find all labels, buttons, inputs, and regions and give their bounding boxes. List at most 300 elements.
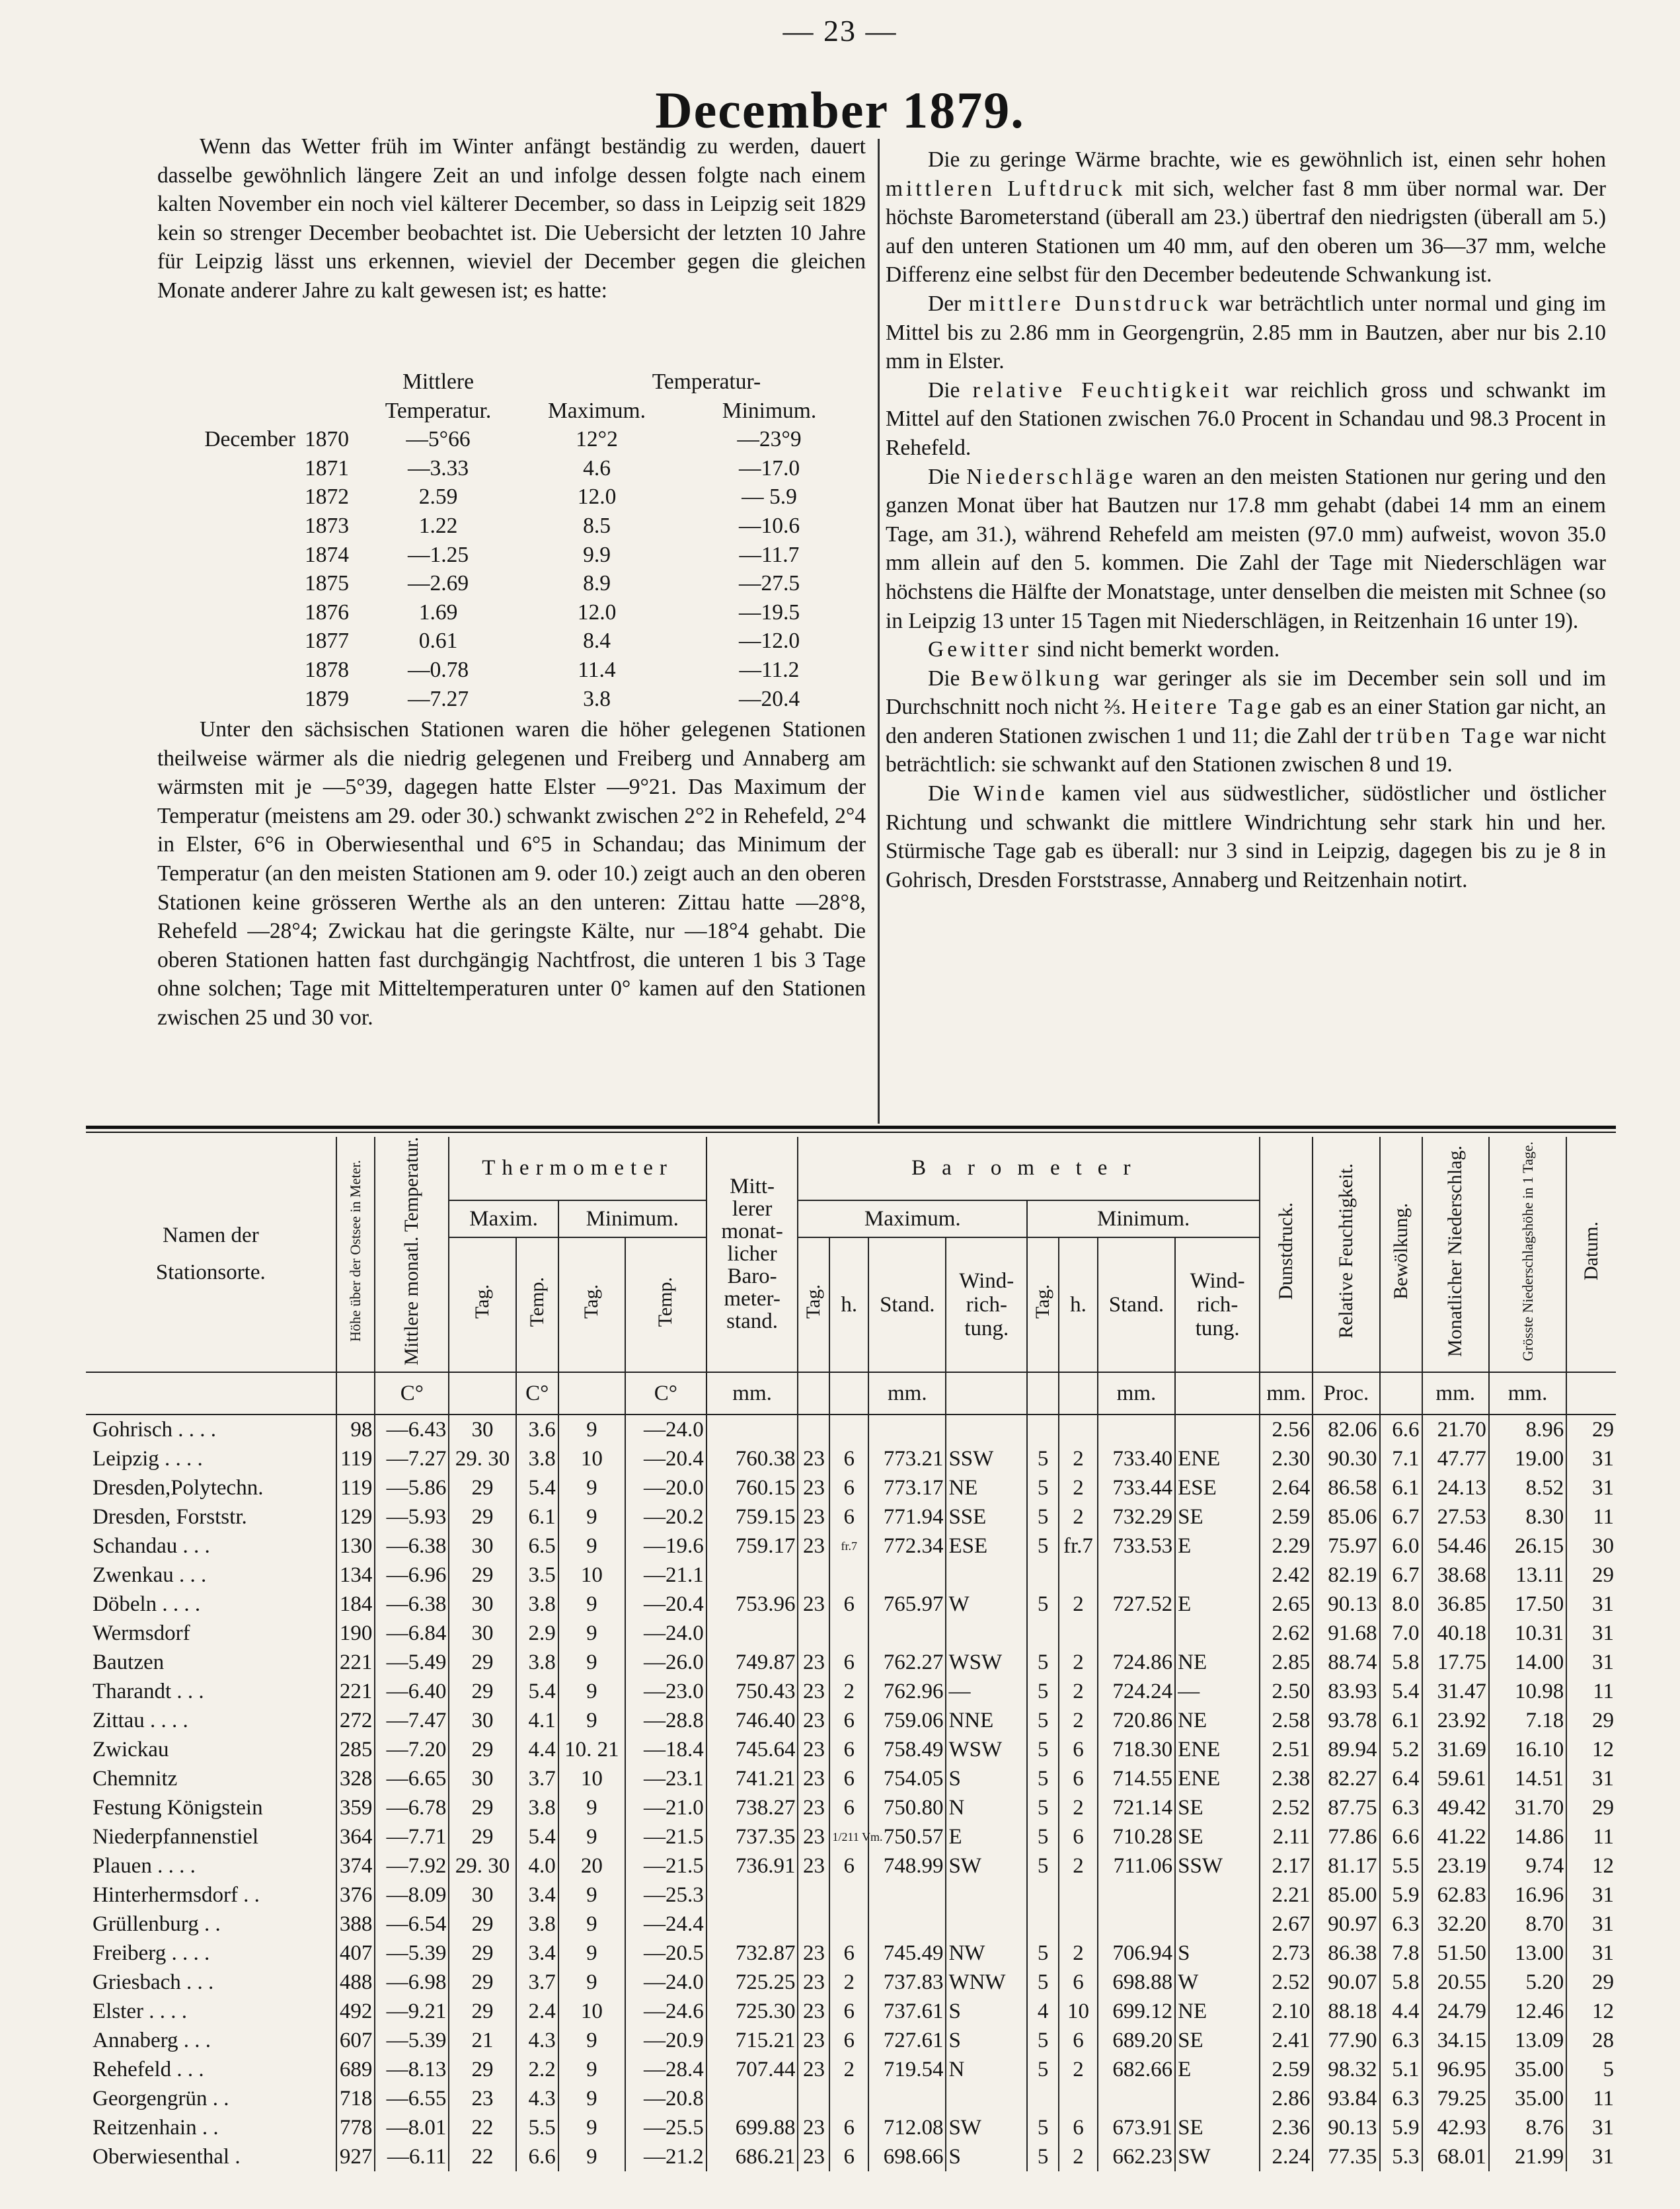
min-day: 10 xyxy=(558,1997,625,2026)
bmin-stand: 706.94 xyxy=(1098,1939,1175,1968)
min-day: 9 xyxy=(558,1968,625,1997)
max-temp: 3.7 xyxy=(516,1764,558,1793)
bmax-day: 23 xyxy=(798,1968,829,1997)
decade-year: 1876 xyxy=(305,600,349,625)
bewoelkung: 5.9 xyxy=(1380,1880,1422,1910)
datum: 11 xyxy=(1566,1822,1616,1851)
header-maxim: Maxim. xyxy=(449,1200,558,1238)
decade-year: 1877 xyxy=(305,629,349,654)
datum: 30 xyxy=(1566,1531,1616,1561)
mean-baro: 760.15 xyxy=(706,1473,798,1502)
bewoelkung: 6.3 xyxy=(1380,2084,1422,2113)
station-name: Zwickau xyxy=(93,1737,169,1762)
max-temp: 3.4 xyxy=(516,1939,558,1968)
bmax-stand: 765.97 xyxy=(868,1590,946,1619)
decade-year: 1875 xyxy=(305,571,349,596)
decade-year: 1873 xyxy=(305,513,349,538)
bmax-wind: WNW xyxy=(946,1968,1027,1997)
mean-baro xyxy=(706,1910,798,1939)
max-day: 30 xyxy=(449,1415,515,1444)
bmax-stand xyxy=(868,2084,946,2113)
max-temp: 3.8 xyxy=(516,1648,558,1677)
feuchtigkeit: 85.00 xyxy=(1313,1880,1379,1910)
bmax-day: 23 xyxy=(798,2026,829,2055)
mean-baro: 746.40 xyxy=(706,1706,798,1735)
table-row xyxy=(86,2084,1616,2113)
stations-paragraph: Unter den sächsischen Stationen waren die höher gelegenen Stationen theilweise wärmer als die niedrig gelegenen und Freiberg und Annaberg am wärmsten mit je —5°39, dagegen hatte Elster —9°21. Das Maximum der Temperatur (meistens am 29. oder 30.) schwankt zwischen 2°2 in Rehefeld, 2°4 in Elster, 6°6 in Oberwiesenthal und 6°5 in Schandau; das Minimum der Temperatur (an den meisten Stationen am 9. oder 10.) zeigt auch an den oberen Stationen keine grösseren Werthe als an den unteren: Zittau hatte —28°8, Rehefeld —28°4; Zwickau hat die geringste Kälte, nur —18°4 gehabt. Die oberen Stationen hatten fast durchgängig Nachtfrost, die unteren 1 bis 3 Tage ohne solchen; Tage mit Mitteltemperaturen unter 0° kamen auf den Stationen zwischen 25 und 30 vor. xyxy=(157,717,866,1030)
dunstdruck: 2.59 xyxy=(1260,1502,1313,1531)
feuchtigkeit: 85.06 xyxy=(1313,1502,1379,1531)
groesste-hoehe: 8.70 xyxy=(1489,1910,1566,1939)
groesste-hoehe: 13.00 xyxy=(1489,1939,1566,1968)
max-day: 22 xyxy=(449,2142,515,2171)
dunstdruck: 2.50 xyxy=(1260,1677,1313,1706)
mean-baro: 737.35 xyxy=(706,1822,798,1851)
bewoelkung: 6.7 xyxy=(1380,1502,1422,1531)
height-value: 927 xyxy=(336,2142,375,2171)
feuchtigkeit: 75.97 xyxy=(1313,1531,1379,1561)
bmax-hour: 2 xyxy=(829,2055,868,2084)
decade-max: 4.6 xyxy=(583,455,611,481)
max-day: 30 xyxy=(449,1880,515,1910)
height-value: 119 xyxy=(336,1473,375,1502)
station-name: Oberwiesenthal . xyxy=(93,2144,241,2169)
mean-baro: 759.15 xyxy=(706,1502,798,1531)
bmin-stand: 689.20 xyxy=(1098,2026,1175,2055)
gewitter-paragraph: Gewitter sind nicht bemerkt worden. xyxy=(928,637,1280,662)
decade-min: —12.0 xyxy=(738,629,800,654)
feuchtigkeit: 90.13 xyxy=(1313,2113,1379,2142)
bmin-hour xyxy=(1059,1619,1098,1648)
bmax-hour xyxy=(829,1880,868,1910)
feuchtigkeit: 77.35 xyxy=(1313,2142,1379,2171)
datum: 11 xyxy=(1566,2084,1616,2113)
unit-nieder: mm. xyxy=(1422,1372,1489,1415)
decade-mean: 2.59 xyxy=(418,484,458,510)
bmin-wind: ENE xyxy=(1175,1764,1260,1793)
feuchtigkeit: 91.68 xyxy=(1313,1619,1379,1648)
bmax-wind: NE xyxy=(946,1473,1027,1502)
bmax-hour: 6 xyxy=(829,2113,868,2142)
bmin-stand: 733.40 xyxy=(1098,1444,1175,1473)
bmin-day xyxy=(1027,1619,1059,1648)
bmax-day: 23 xyxy=(798,1793,829,1822)
unit-bmin: mm. xyxy=(1098,1372,1175,1415)
page-number: — 23 — xyxy=(783,14,897,48)
bmax-stand: 773.17 xyxy=(868,1473,946,1502)
table-row xyxy=(86,1619,1616,1648)
bmin-hour: 2 xyxy=(1059,1444,1098,1473)
bmin-day: 5 xyxy=(1027,2026,1059,2055)
bewoelkung: 7.0 xyxy=(1380,1619,1422,1648)
table-row xyxy=(86,1851,1616,1880)
height-value: 364 xyxy=(336,1822,375,1851)
table-row xyxy=(86,1793,1616,1822)
bmin-wind: E xyxy=(1175,2055,1260,2084)
min-day: 9 xyxy=(558,1706,625,1735)
min-temp: —24.6 xyxy=(625,1997,706,2026)
height-value: 119 xyxy=(336,1444,375,1473)
mean-baro: 725.30 xyxy=(706,1997,798,2026)
mean-temp-value: —6.11 xyxy=(375,2142,449,2171)
mean-baro: 725.25 xyxy=(706,1968,798,1997)
niederschlag: 40.18 xyxy=(1422,1619,1489,1648)
groesste-hoehe: 14.86 xyxy=(1489,1822,1566,1851)
header-bmin-h: h. xyxy=(1059,1237,1098,1372)
decade-min: —20.4 xyxy=(738,686,800,711)
bewoelkung-paragraph: Die Bewölkung war geringer als sie im December sein soll und im Durchschnitt noch nicht ⅔. Heitere Tage gab es an einer Station gar nicht, an den anderen Stationen zwischen 1 und 11; die Zahl der trüben Tage war nicht beträchtlich: sie schwankt auf den Stationen zwischen 8 und 19. xyxy=(886,666,1606,777)
station-name: Niederpfannenstiel xyxy=(93,1824,259,1849)
bmin-hour: 2 xyxy=(1059,1939,1098,1968)
min-temp: —23.1 xyxy=(625,1764,706,1793)
bmax-day: 23 xyxy=(798,1502,829,1531)
decade-max: 3.8 xyxy=(583,686,611,711)
mean-baro: 707.44 xyxy=(706,2055,798,2084)
dunstdruck: 2.52 xyxy=(1260,1968,1313,1997)
bmax-wind: NNE xyxy=(946,1706,1027,1735)
header-niederschlag: Monatlicher Niederschlag. xyxy=(1422,1137,1489,1372)
bmax-stand: 748.99 xyxy=(868,1851,946,1880)
bmax-wind: SW xyxy=(946,1851,1027,1880)
max-day: 29. 30 xyxy=(449,1851,515,1880)
bmax-wind: S xyxy=(946,1997,1027,2026)
mean-temp-value: —7.47 xyxy=(375,1706,449,1735)
bewoelkung: 6.1 xyxy=(1380,1473,1422,1502)
bmin-stand: 710.28 xyxy=(1098,1822,1175,1851)
bmax-stand xyxy=(868,1619,946,1648)
bmin-hour xyxy=(1059,1561,1098,1590)
bmax-hour: 6 xyxy=(829,1793,868,1822)
unit-max-temp: C° xyxy=(516,1372,558,1415)
bmin-day: 5 xyxy=(1027,1735,1059,1764)
station-name: Freiberg . . . . xyxy=(93,1941,210,1965)
mean-baro: 686.21 xyxy=(706,2142,798,2171)
table-top-rule xyxy=(86,1126,1616,1129)
bmin-wind: NE xyxy=(1175,1706,1260,1735)
min-day: 9 xyxy=(558,1502,625,1531)
datum: 11 xyxy=(1566,1502,1616,1531)
groesste-hoehe: 7.18 xyxy=(1489,1706,1566,1735)
dunstdruck: 2.64 xyxy=(1260,1473,1313,1502)
bmax-wind xyxy=(946,1910,1027,1939)
min-temp: —20.9 xyxy=(625,2026,706,2055)
max-temp: 3.8 xyxy=(516,1910,558,1939)
decade-max: 8.4 xyxy=(583,629,611,654)
bmin-stand: 718.30 xyxy=(1098,1735,1175,1764)
datum: 31 xyxy=(1566,1648,1616,1677)
table-row xyxy=(86,1968,1616,1997)
bmax-day: 23 xyxy=(798,1590,829,1619)
decade-year: 1879 xyxy=(305,686,349,711)
bmin-stand: 714.55 xyxy=(1098,1764,1175,1793)
bmin-wind: E xyxy=(1175,1531,1260,1561)
bmax-stand: 727.61 xyxy=(868,2026,946,2055)
bmax-hour xyxy=(829,1561,868,1590)
header-bewoelkung: Bewölkung. xyxy=(1380,1137,1422,1372)
mean-head-2: Temperatur. xyxy=(385,398,492,423)
mean-temp-value: —6.38 xyxy=(375,1590,449,1619)
right-column-text xyxy=(886,145,1606,894)
feuchtigkeit: 89.94 xyxy=(1313,1735,1379,1764)
bmin-day: 5 xyxy=(1027,1764,1059,1793)
feuchtigkeit: 86.38 xyxy=(1313,1939,1379,1968)
min-day: 9 xyxy=(558,2055,625,2084)
groesste-hoehe: 5.20 xyxy=(1489,1968,1566,1997)
bmin-day: 5 xyxy=(1027,1851,1059,1880)
max-day: 29 xyxy=(449,1910,515,1939)
station-name: Leipzig . . . . xyxy=(93,1446,203,1471)
datum: 29 xyxy=(1566,1415,1616,1444)
datum: 31 xyxy=(1566,1764,1616,1793)
bewoelkung: 6.6 xyxy=(1380,1415,1422,1444)
mean-baro: 750.43 xyxy=(706,1677,798,1706)
station-name: Dresden, Forststr. xyxy=(93,1504,247,1529)
station-name: Griesbach . . . xyxy=(93,1970,214,1994)
mean-baro: 745.64 xyxy=(706,1735,798,1764)
station-name: Döbeln . . . . xyxy=(93,1592,201,1616)
mean-baro xyxy=(706,2084,798,2113)
bmax-stand: 750.80 xyxy=(868,1793,946,1822)
niederschlag: 59.61 xyxy=(1422,1764,1489,1793)
max-temp: 2.4 xyxy=(516,1997,558,2026)
bewoelkung: 5.1 xyxy=(1380,2055,1422,2084)
min-temp: —24.0 xyxy=(625,1968,706,1997)
bmax-stand: 762.96 xyxy=(868,1677,946,1706)
min-temp: —21.0 xyxy=(625,1793,706,1822)
groesste-hoehe: 26.15 xyxy=(1489,1531,1566,1561)
mean-baro: 736.91 xyxy=(706,1851,798,1880)
bmin-stand xyxy=(1098,1880,1175,1910)
bmin-hour: 2 xyxy=(1059,1706,1098,1735)
decade-row xyxy=(157,598,866,627)
bmin-hour: 2 xyxy=(1059,2055,1098,2084)
table-row xyxy=(86,1939,1616,1968)
bmax-wind: WSW xyxy=(946,1735,1027,1764)
station-name: Annaberg . . . xyxy=(93,2028,211,2052)
bmax-day: 23 xyxy=(798,2055,829,2084)
height-value: 689 xyxy=(336,2055,375,2084)
bmax-hour: 6 xyxy=(829,1851,868,1880)
dunstdruck: 2.73 xyxy=(1260,1939,1313,1968)
bmax-stand: 737.83 xyxy=(868,1968,946,1997)
decade-row xyxy=(157,512,866,541)
mean-temp-value: —7.71 xyxy=(375,1822,449,1851)
bmin-stand: 724.86 xyxy=(1098,1648,1175,1677)
bmax-wind xyxy=(946,1561,1027,1590)
max-temp: 5.4 xyxy=(516,1473,558,1502)
mean-baro xyxy=(706,1880,798,1910)
bmin-stand xyxy=(1098,2084,1175,2113)
bmin-stand xyxy=(1098,1619,1175,1648)
bmax-day: 23 xyxy=(798,1444,829,1473)
station-data-table xyxy=(86,1137,1616,2171)
height-value: 190 xyxy=(336,1619,375,1648)
table-row xyxy=(86,1648,1616,1677)
table-row xyxy=(86,2142,1616,2171)
decade-min: —17.0 xyxy=(738,455,800,481)
feuchtigkeit: 90.13 xyxy=(1313,1590,1379,1619)
bmin-day: 4 xyxy=(1027,1997,1059,2026)
mean-temp-value: —7.20 xyxy=(375,1735,449,1764)
feuchtigkeit: 87.75 xyxy=(1313,1793,1379,1822)
table-row xyxy=(86,1502,1616,1531)
bewoelkung: 6.0 xyxy=(1380,1531,1422,1561)
niederschlag: 41.22 xyxy=(1422,1822,1489,1851)
bmax-hour: 6 xyxy=(829,2142,868,2171)
dunstdruck: 2.86 xyxy=(1260,2084,1313,2113)
groesste-hoehe: 16.96 xyxy=(1489,1880,1566,1910)
max-day: 30 xyxy=(449,1706,515,1735)
decade-max: 12°2 xyxy=(576,427,618,452)
mean-temp-value: —6.98 xyxy=(375,1968,449,1997)
bmin-wind: ENE xyxy=(1175,1444,1260,1473)
height-value: 778 xyxy=(336,2113,375,2142)
feuchtigkeit: 86.58 xyxy=(1313,1473,1379,1502)
max-day: 30 xyxy=(449,1590,515,1619)
max-temp: 3.4 xyxy=(516,1880,558,1910)
mean-baro: 699.88 xyxy=(706,2113,798,2142)
height-value: 98 xyxy=(336,1415,375,1444)
bewoelkung: 4.4 xyxy=(1380,1997,1422,2026)
dunstdruck: 2.62 xyxy=(1260,1619,1313,1648)
height-value: 184 xyxy=(336,1590,375,1619)
bmax-stand xyxy=(868,1561,946,1590)
min-day: 10 xyxy=(558,1764,625,1793)
dunstdruck: 2.52 xyxy=(1260,1793,1313,1822)
dunstdruck: 2.24 xyxy=(1260,2142,1313,2171)
height-value: 221 xyxy=(336,1648,375,1677)
niederschlag: 62.83 xyxy=(1422,1880,1489,1910)
min-day: 9 xyxy=(558,2084,625,2113)
max-temp: 6.6 xyxy=(516,2142,558,2171)
bmax-hour: 2 xyxy=(829,1677,868,1706)
mean-baro: 715.21 xyxy=(706,2026,798,2055)
header-bmax-tag: Tag. xyxy=(798,1237,829,1372)
station-name: Georgengrün . . xyxy=(93,2086,229,2111)
min-day: 9 xyxy=(558,1822,625,1851)
bewoelkung: 6.3 xyxy=(1380,1793,1422,1822)
bmax-stand: 719.54 xyxy=(868,2055,946,2084)
decade-row xyxy=(157,541,866,570)
bmax-wind: SSE xyxy=(946,1502,1027,1531)
dunstdruck: 2.30 xyxy=(1260,1444,1313,1473)
max-temp: 3.6 xyxy=(516,1415,558,1444)
bmax-hour: 1/211 Vm. xyxy=(829,1822,868,1851)
decade-mean: —2.69 xyxy=(407,571,469,596)
table-row xyxy=(86,1910,1616,1939)
bmax-wind: NW xyxy=(946,1939,1027,1968)
leipzig-decade-table xyxy=(157,368,866,713)
height-value: 130 xyxy=(336,1531,375,1561)
bmax-day xyxy=(798,1880,829,1910)
bmax-hour: 2 xyxy=(829,1968,868,1997)
mean-baro: 749.87 xyxy=(706,1648,798,1677)
bmin-hour: 6 xyxy=(1059,1764,1098,1793)
datum: 31 xyxy=(1566,1473,1616,1502)
decade-label: December xyxy=(204,427,295,452)
bmin-day: 5 xyxy=(1027,1502,1059,1531)
decade-max: 8.9 xyxy=(583,571,611,596)
winde-paragraph: Die Winde kamen viel aus südwestlicher, südöstlicher und östlicher Richtung und schwankt die mittlere Windrichtung sehr stark hin und her. Stürmische Tage gab es überall: nur 3 sind in Leipzig, dagegen bis zu je 8 in Gohrisch, Dresden Forststrasse, Annaberg und Reitzenhain notirt. xyxy=(886,781,1606,892)
dunstdruck: 2.36 xyxy=(1260,2113,1313,2142)
table-row xyxy=(86,1764,1616,1793)
groesste-hoehe: 17.50 xyxy=(1489,1590,1566,1619)
niederschlag-paragraph: Die Niederschläge waren an den meisten Stationen nur gering und den ganzen Monat über hat Bautzen nur 17.8 mm gehabt (dabei 14 mm an einem Tage, am 31.), während Rehefeld am meisten (97.0 mm) aufweist, wovon 35.0 mm allein auf den 5. kommen. Die Zahl der Tage mit Niederschlägen war höchstens die Hälfte der Monatstage, unter denselben die meisten mit Schnee (so in Leipzig 13 unter 15 Tagen mit Niederschlägen, in Reitzenhain 16 unter 19). xyxy=(886,464,1607,633)
mean-temp-value: —7.92 xyxy=(375,1851,449,1880)
bmin-wind: S xyxy=(1175,1939,1260,1968)
groesste-hoehe: 8.30 xyxy=(1489,1502,1566,1531)
table-row xyxy=(86,1677,1616,1706)
decade-mean: —3.33 xyxy=(407,455,469,481)
min-temp: —18.4 xyxy=(625,1735,706,1764)
station-name: Festung Königstein xyxy=(93,1795,263,1820)
max-day: 23 xyxy=(449,2084,515,2113)
bmin-hour xyxy=(1059,2084,1098,2113)
max-day: 29 xyxy=(449,1822,515,1851)
bmin-day xyxy=(1027,1880,1059,1910)
decade-year: 1871 xyxy=(305,455,349,481)
bewoelkung: 5.5 xyxy=(1380,1851,1422,1880)
niederschlag: 24.79 xyxy=(1422,1997,1489,2026)
bmax-hour: 6 xyxy=(829,1997,868,2026)
min-day: 9 xyxy=(558,1677,625,1706)
dunstdruck: 2.10 xyxy=(1260,1997,1313,2026)
decade-row xyxy=(157,569,866,598)
bmax-hour: 6 xyxy=(829,1590,868,1619)
bewoelkung: 5.4 xyxy=(1380,1677,1422,1706)
decade-max: 12.0 xyxy=(577,600,617,625)
decade-mean: 0.61 xyxy=(418,629,458,654)
feuchtigkeit: 90.97 xyxy=(1313,1910,1379,1939)
bmin-hour: 6 xyxy=(1059,1968,1098,1997)
bmax-day xyxy=(798,1561,829,1590)
bmax-wind: E xyxy=(946,1822,1027,1851)
datum: 31 xyxy=(1566,1444,1616,1473)
max-day: 29 xyxy=(449,1473,515,1502)
mean-baro: 759.17 xyxy=(706,1531,798,1561)
min-temp: —21.5 xyxy=(625,1822,706,1851)
min-temp: —20.2 xyxy=(625,1502,706,1531)
bmin-stand: 721.14 xyxy=(1098,1793,1175,1822)
bmax-hour: 6 xyxy=(829,1764,868,1793)
min-day: 9 xyxy=(558,2026,625,2055)
height-value: 285 xyxy=(336,1735,375,1764)
bmax-stand: 698.66 xyxy=(868,2142,946,2171)
min-temp: —19.6 xyxy=(625,1531,706,1561)
mean-temp-value: —5.93 xyxy=(375,1502,449,1531)
bmin-hour: 2 xyxy=(1059,1473,1098,1502)
table-row xyxy=(86,1561,1616,1590)
bmin-wind xyxy=(1175,1880,1260,1910)
feuchtigkeit: 88.18 xyxy=(1313,1997,1379,2026)
bmax-stand: 750.57 xyxy=(868,1822,946,1851)
height-value: 388 xyxy=(336,1910,375,1939)
intro-paragraph: Wenn das Wetter früh im Winter anfängt beständig zu werden, dauert dasselbe gewöhnlich längere Zeit an und infolge dessen folgte nach einem kalten November ein noch viel kälterer December, so dass in Leipzig seit 1829 kein so strenger December beobachtet ist. Die Uebersicht der letzten 10 Jahre für Leipzig lässt uns erkennen, wieviel der December gegen die gleichen Monate anderer Jahre zu kalt gewesen ist; es hatte: xyxy=(157,134,866,303)
min-day: 9 xyxy=(558,1910,625,1939)
decade-max: 8.5 xyxy=(583,513,611,538)
datum: 31 xyxy=(1566,2113,1616,2142)
decade-min: —27.5 xyxy=(738,571,800,596)
bmin-stand: 699.12 xyxy=(1098,1997,1175,2026)
min-day: 20 xyxy=(558,1851,625,1880)
decade-max: 12.0 xyxy=(577,484,617,510)
station-name: Gohrisch . . . . xyxy=(93,1417,216,1442)
station-name: Dresden,Polytechn. xyxy=(93,1475,264,1500)
decade-mean: —5°66 xyxy=(406,427,471,452)
header-bmin-wind: Wind- rich- tung. xyxy=(1175,1237,1260,1372)
min-temp: —24.4 xyxy=(625,1910,706,1939)
unit-mean-temp: C° xyxy=(375,1372,449,1415)
